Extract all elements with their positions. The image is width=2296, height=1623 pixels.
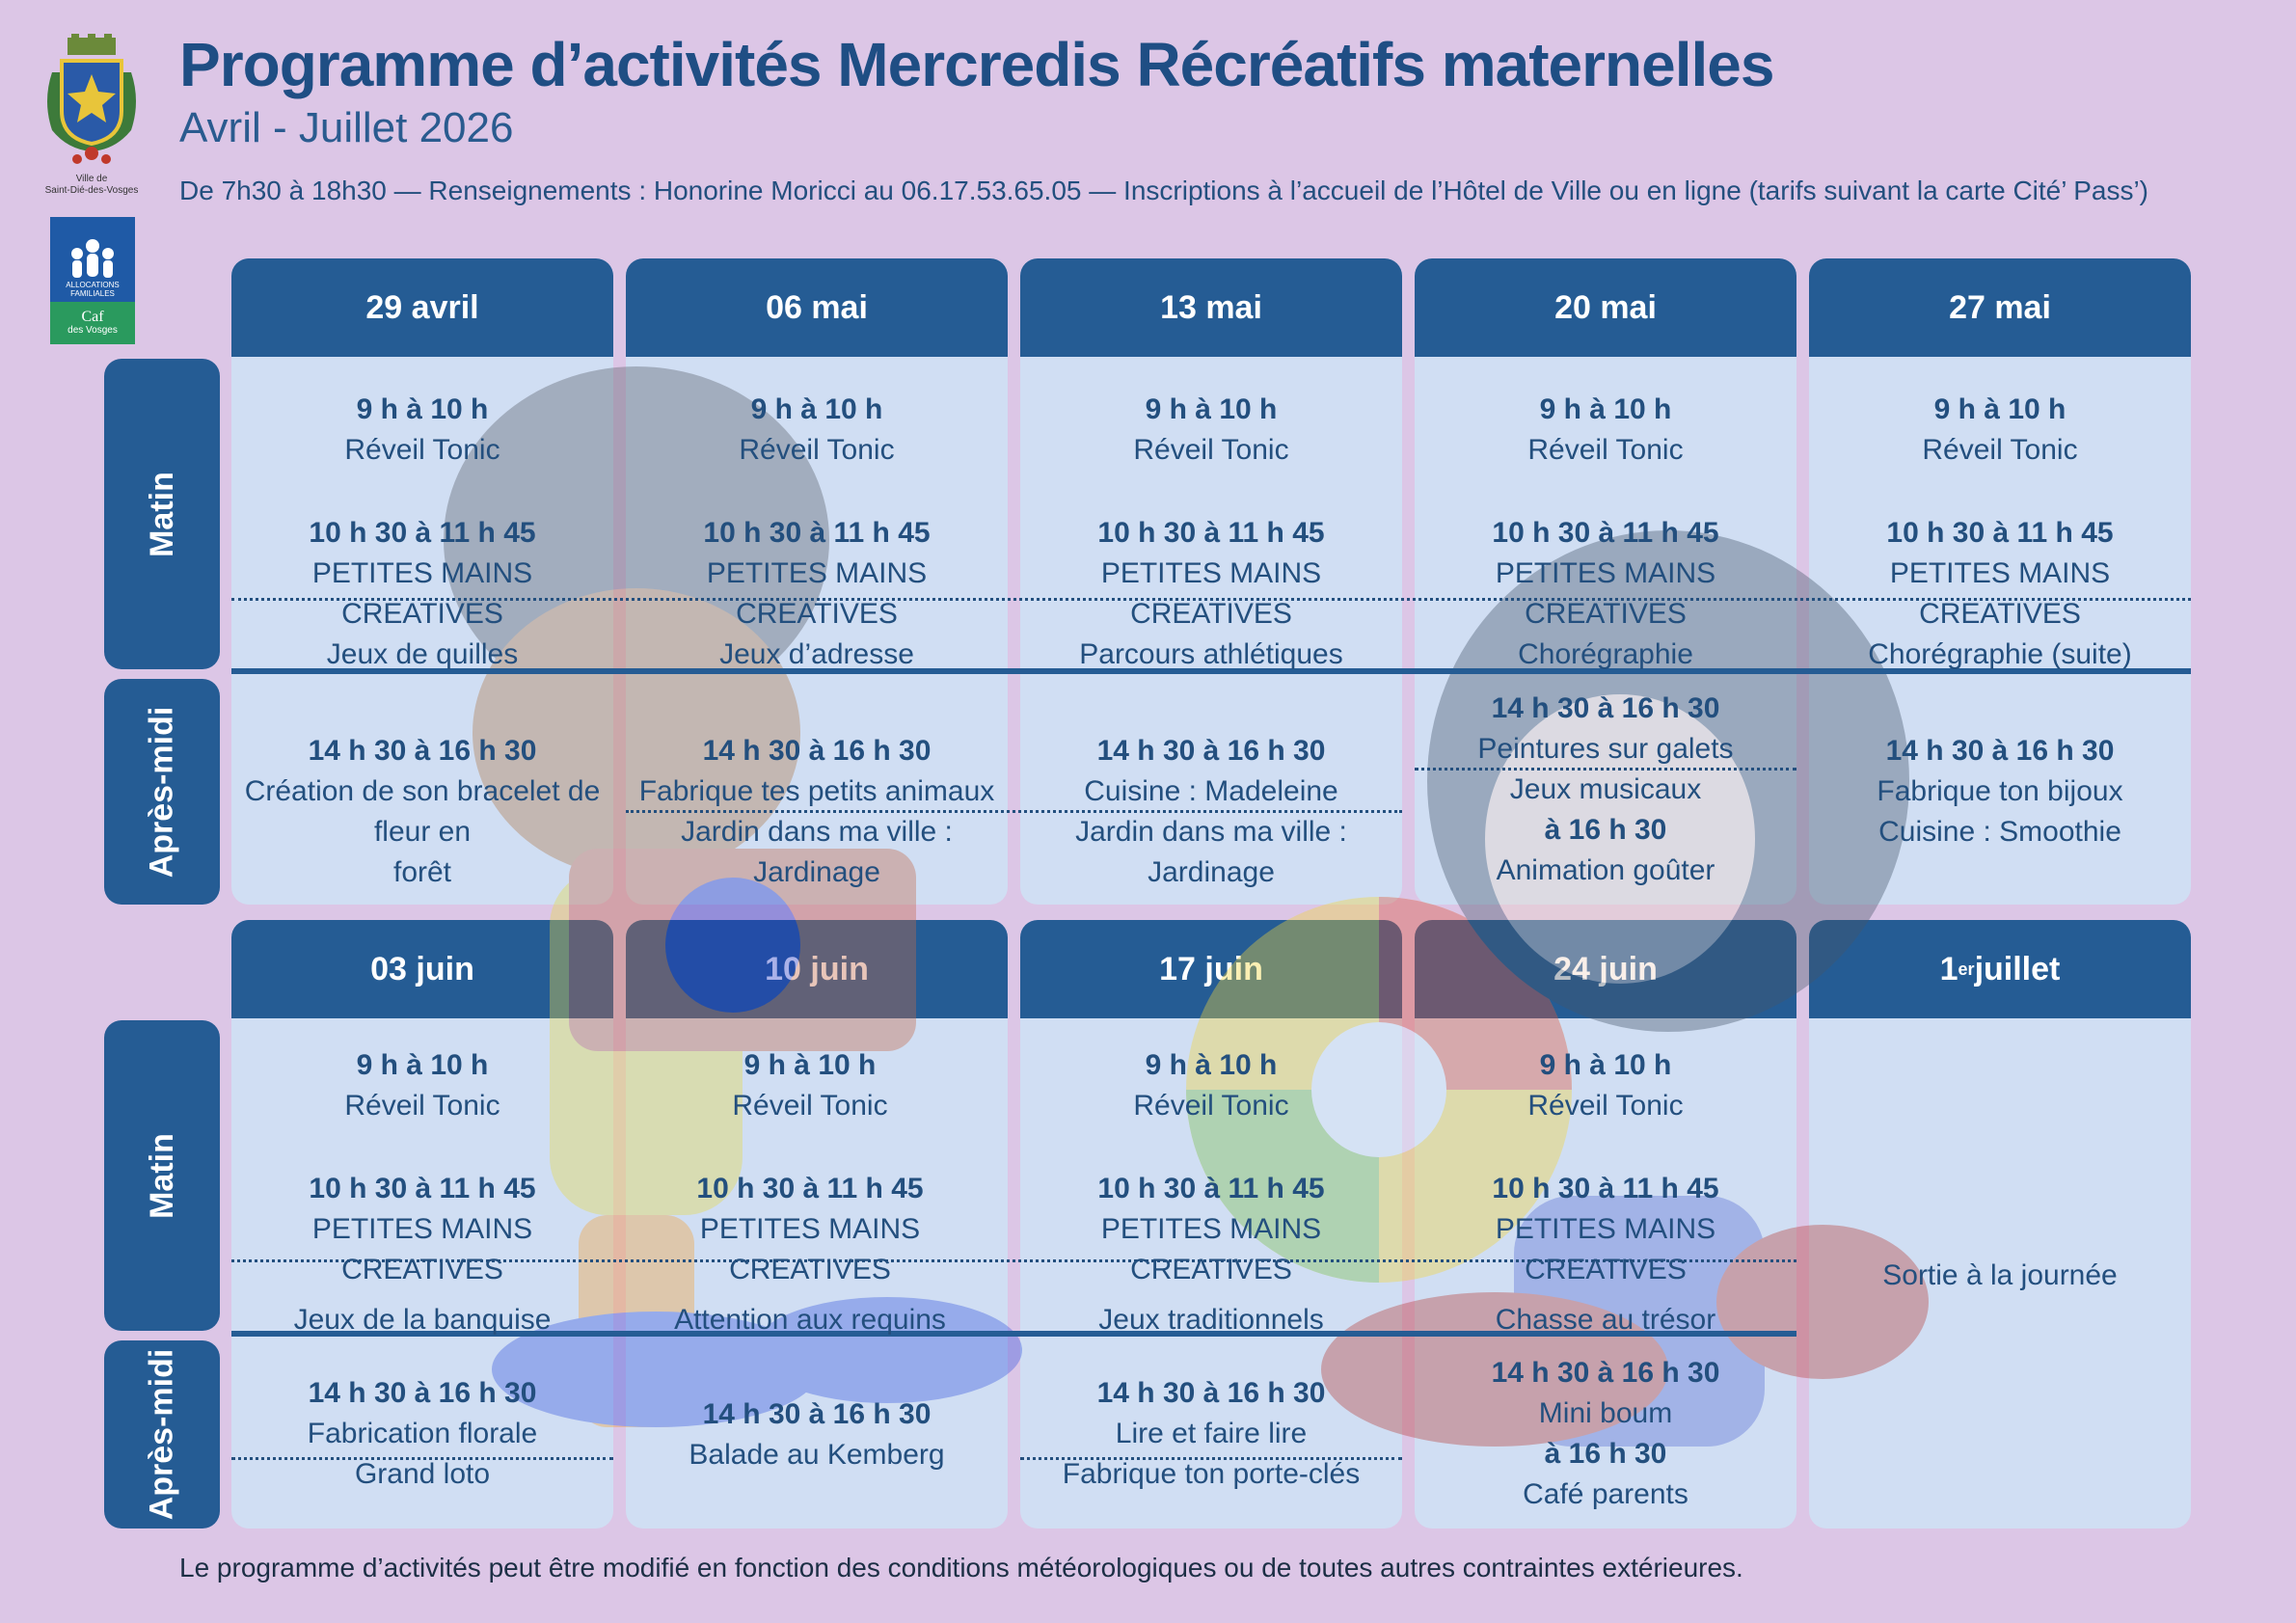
time-slot: 14 h 30 à 16 h 30	[1096, 1377, 1326, 1409]
label-apres-midi-row1	[104, 679, 220, 905]
caf-text-2: FAMILIALES	[70, 289, 115, 298]
date-header: 24 juin	[1415, 920, 1796, 1018]
activity: Réveil Tonic	[1133, 434, 1289, 466]
time-slot: 14 h 30 à 16 h 30	[1491, 692, 1720, 724]
date-header	[1809, 920, 2191, 1018]
label-matin-row1	[104, 359, 220, 669]
time-slot: 9 h à 10 h	[356, 1049, 489, 1081]
time-slot: 10 h 30 à 11 h 45	[1492, 517, 1719, 549]
date-header: 13 mai	[1020, 258, 1402, 357]
city-caption-line2: Saint-Dié-des-Vosges	[44, 185, 139, 196]
caf-text-4: des Vosges	[68, 325, 118, 336]
time-slot: 10 h 30 à 11 h 45	[1097, 517, 1325, 549]
time-slot: 14 h 30 à 16 h 30	[308, 735, 537, 767]
time-slot: à 16 h 30	[1544, 814, 1667, 846]
date-header: 27 mai	[1809, 258, 2191, 357]
day-column	[1809, 920, 2191, 1528]
time-slot: 10 h 30 à 11 h 45	[1492, 1173, 1719, 1204]
activity: Attention aux requins	[674, 1304, 946, 1336]
time-slot: 10 h 30 à 11 h 45	[309, 517, 536, 549]
footer-note: Le programme d’activités peut être modifié en fonction des conditions météorologiques ou de toutes autres contraintes extérieures.	[179, 1553, 1743, 1582]
activity: Jeux de la banquise	[293, 1304, 552, 1336]
activity: Balade au Kemberg	[689, 1439, 945, 1471]
afternoon-cell	[1020, 731, 1402, 893]
activity: Peintures sur galets	[1477, 733, 1734, 765]
page-title: Programme d’activités Mercredis Récréatifs maternelles	[179, 30, 1774, 99]
time-slot: 9 h à 10 h	[356, 393, 489, 425]
activity: Jeux musicaux	[1509, 773, 1702, 805]
activity: PETITES MAINS CREATIVES	[311, 1213, 533, 1285]
morning-cell	[231, 390, 613, 675]
activity: Cuisine : Madeleine	[1084, 775, 1338, 807]
morning-cell	[1020, 390, 1402, 675]
activity: Jardin dans ma ville : Jardinage	[681, 816, 953, 888]
page-subtitle: Avril - Juillet 2026	[179, 104, 514, 151]
label-matin-text: Matin	[143, 471, 180, 557]
time-slot: 14 h 30 à 16 h 30	[1885, 735, 2115, 767]
activity: Réveil Tonic	[1527, 434, 1684, 466]
activity: Réveil Tonic	[344, 1090, 500, 1122]
date-month: juillet	[1974, 950, 2061, 987]
date-header: 20 mai	[1415, 258, 1796, 357]
city-caption	[29, 174, 154, 197]
time-slot: 10 h 30 à 11 h 45	[1097, 1173, 1325, 1204]
date-day: 1	[1939, 950, 1958, 987]
date-header: 10 juin	[626, 920, 1008, 1018]
date-header: 03 juin	[231, 920, 613, 1018]
activity: Réveil Tonic	[1527, 1090, 1684, 1122]
activity: Fabrique ton porte-clés	[1062, 1458, 1361, 1490]
time-slot: 14 h 30 à 16 h 30	[1491, 1357, 1720, 1389]
afternoon-cell	[231, 1373, 613, 1495]
morning-cell	[1020, 1045, 1402, 1340]
activity: Fabrication florale	[307, 1418, 538, 1449]
morning-cell	[1415, 390, 1796, 675]
afternoon-cell	[1415, 1353, 1796, 1515]
caf-family-icon	[66, 236, 120, 281]
activity: Jeux traditionnels	[1098, 1304, 1324, 1336]
activity: Lire et faire lire	[1115, 1418, 1308, 1449]
activity: Chasse au trésor	[1495, 1304, 1716, 1336]
time-slot: 9 h à 10 h	[1539, 393, 1672, 425]
afternoon-cell	[626, 731, 1008, 893]
activity: Réveil Tonic	[344, 434, 500, 466]
activity: Réveil Tonic	[1133, 1090, 1289, 1122]
time-slot: 14 h 30 à 16 h 30	[1096, 735, 1326, 767]
time-slot: 9 h à 10 h	[1145, 393, 1278, 425]
label-apres-midi-text: Après-midi	[143, 1348, 180, 1521]
label-matin-row2	[104, 1020, 220, 1331]
time-slot: 10 h 30 à 11 h 45	[1886, 517, 2114, 549]
time-slot: 9 h à 10 h	[750, 393, 883, 425]
activity: Réveil Tonic	[732, 1090, 888, 1122]
label-apres-midi-text: Après-midi	[143, 706, 180, 878]
date-header: 06 mai	[626, 258, 1008, 357]
date-suffix: er	[1958, 959, 1975, 979]
activity: PETITES MAINS CREATIVES	[1100, 1213, 1322, 1285]
activity: Jeux d’adresse	[719, 638, 914, 670]
afternoon-cell	[1809, 731, 2191, 852]
activity: Chorégraphie	[1518, 638, 1693, 670]
time-slot: 9 h à 10 h	[743, 1049, 877, 1081]
activity: Jardin dans ma ville : Jardinage	[1075, 816, 1347, 888]
activity: Fabrique ton bijoux	[1877, 775, 2123, 807]
morning-cell	[626, 390, 1008, 675]
activity: PETITES MAINS CREATIVES	[1495, 557, 1716, 630]
time-slot: 10 h 30 à 11 h 45	[696, 1173, 924, 1204]
date-header: 29 avril	[231, 258, 613, 357]
activity: PETITES MAINS CREATIVES	[311, 557, 533, 630]
activity: PETITES MAINS CREATIVES	[706, 557, 928, 630]
activity: PETITES MAINS CREATIVES	[1495, 1213, 1716, 1285]
activity: Jeux de quilles	[326, 638, 519, 670]
activity: Grand loto	[354, 1458, 491, 1490]
time-slot: 9 h à 10 h	[1539, 1049, 1672, 1081]
date-header: 17 juin	[1020, 920, 1402, 1018]
morning-cell	[1809, 390, 2191, 675]
activity: Réveil Tonic	[1922, 434, 2078, 466]
activity: Sortie à la journée	[1882, 1259, 2118, 1291]
activity: Cuisine : Smoothie	[1878, 816, 2121, 848]
afternoon-cell	[231, 731, 613, 893]
time-slot: 14 h 30 à 16 h 30	[702, 735, 932, 767]
activity: Mini boum	[1538, 1397, 1673, 1429]
time-slot: 9 h à 10 h	[1145, 1049, 1278, 1081]
info-line: De 7h30 à 18h30 — Renseignements : Honorine Moricci au 06.17.53.65.05 — Inscriptions à l’accueil de l’Hôtel de Ville ou en ligne (tarifs suivant la carte Cité’ Pass’)	[179, 176, 2148, 205]
afternoon-cell	[626, 1394, 1008, 1475]
caf-text-3: Caf	[81, 309, 104, 325]
time-slot: 10 h 30 à 11 h 45	[309, 1173, 536, 1204]
activity: PETITES MAINS CREATIVES	[699, 1213, 921, 1285]
activity: Parcours athlétiques	[1079, 638, 1343, 670]
afternoon-cell	[1020, 1373, 1402, 1495]
time-slot: à 16 h 30	[1544, 1438, 1667, 1470]
time-slot: 9 h à 10 h	[1933, 393, 2066, 425]
morning-cell	[619, 1045, 1001, 1340]
activity: Création de son bracelet de fleur en	[244, 775, 601, 848]
activity: PETITES MAINS CREATIVES	[1100, 557, 1322, 630]
caf-text-1: ALLOCATIONS	[66, 281, 120, 289]
activity: Animation goûter	[1496, 854, 1715, 886]
caf-logo	[50, 217, 135, 344]
all-day-cell	[1809, 1256, 2191, 1296]
activity: Café parents	[1523, 1478, 1688, 1510]
time-slot: 14 h 30 à 16 h 30	[702, 1398, 932, 1430]
morning-cell	[231, 1045, 613, 1340]
activity: PETITES MAINS CREATIVES	[1889, 557, 2111, 630]
activity: Fabrique tes petits animaux	[638, 775, 995, 807]
label-apres-midi-row2	[104, 1340, 220, 1528]
label-matin-text: Matin	[143, 1132, 180, 1219]
city-caption-line1: Ville de	[75, 174, 108, 184]
city-crest-logo	[39, 34, 145, 169]
activity: Chorégraphie (suite)	[1868, 638, 2132, 670]
activity: Réveil Tonic	[739, 434, 895, 466]
morning-cell	[1415, 1045, 1796, 1340]
time-slot: 10 h 30 à 11 h 45	[703, 517, 931, 549]
afternoon-cell	[1415, 689, 1796, 891]
activity: forêt	[392, 856, 452, 888]
time-slot: 14 h 30 à 16 h 30	[308, 1377, 537, 1409]
